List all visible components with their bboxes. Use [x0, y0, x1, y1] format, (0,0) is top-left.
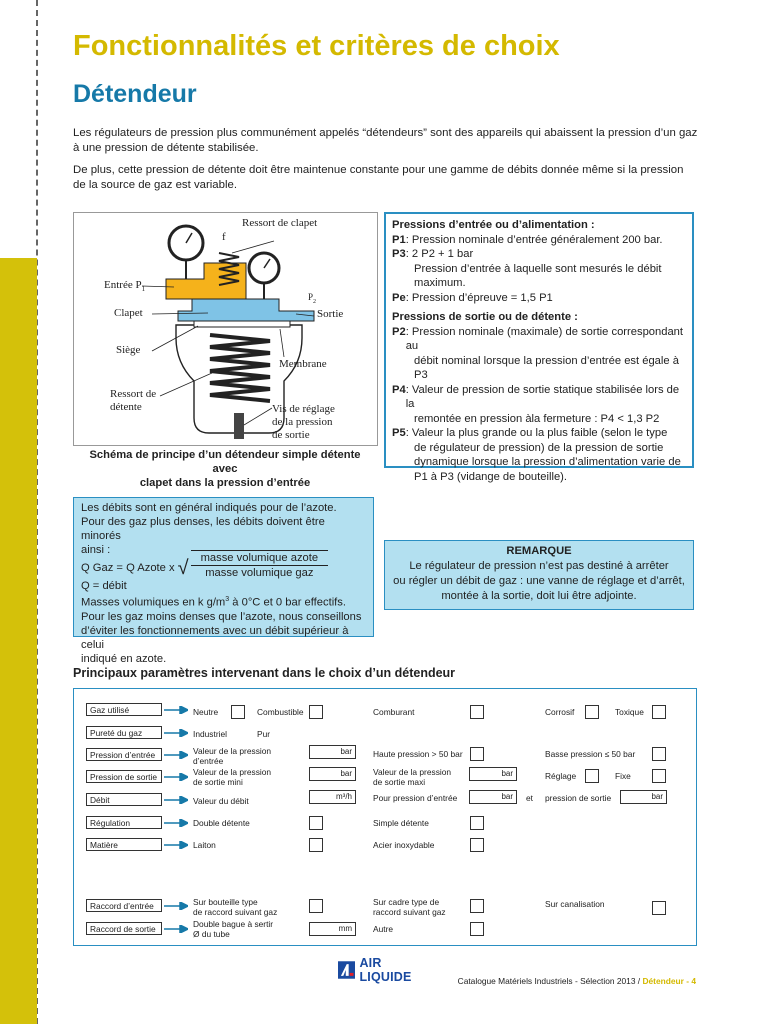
label-raccord-sortie: Raccord de sortie: [86, 922, 162, 935]
params-title: Principaux paramètres intervenant dans le choix d’un détendeur: [73, 666, 456, 680]
checkbox-corrosif[interactable]: [585, 705, 599, 719]
checkbox-basse-pression[interactable]: [652, 747, 666, 761]
opt-acier: Acier inoxydable: [373, 840, 435, 850]
flow-line-4: Q = débit: [81, 580, 127, 592]
label-vis-2: de la pression: [272, 416, 333, 428]
label-raccord-entree: Raccord d’entrée: [86, 899, 162, 912]
remark-title: REMARQUE: [506, 545, 572, 557]
checkbox-haute-pression[interactable]: [470, 747, 484, 761]
checkbox-laiton[interactable]: [309, 838, 323, 852]
checkbox-reglage[interactable]: [585, 769, 599, 783]
label-purete: Pureté du gaz: [86, 726, 162, 739]
input-pression-sortie-mini[interactable]: bar: [309, 767, 356, 781]
opt-neutre: Neutre: [193, 707, 219, 717]
opt-combustible: Combustible: [257, 707, 304, 717]
flow-note-box: [73, 497, 374, 665]
input-debit-pe[interactable]: bar: [469, 790, 517, 804]
opt-corrosif: Corrosif: [545, 707, 575, 717]
input-diametre-tube[interactable]: mm: [309, 922, 356, 936]
p2-row: P2 : Pression nominale (maximale) de sortie correspondant au: [392, 325, 684, 352]
flow-line-3: ainsi :: [81, 544, 111, 556]
checkbox-comburant[interactable]: [470, 705, 484, 719]
remark-line-1: Le régulateur de pression n’est pas destiné à arrêter: [409, 560, 669, 572]
opt-fixe: Fixe: [615, 771, 631, 781]
intro-paragraph-2: De plus, cette pression de détente doit être maintenue constante pour une gamme de débits donnée même si la pression de la source de gaz est variable.: [73, 164, 684, 191]
arrow-icon: [164, 773, 188, 781]
label-entree: Entrée $P_1$: [104, 279, 146, 294]
label-matiere: Matière: [86, 838, 162, 851]
section-title: Détendeur: [73, 80, 197, 108]
opt-ps-mini: Valeur de la pression de sortie mini: [193, 767, 272, 787]
entry-pressures-heading: Pressions d’entrée ou d’alimentation :: [392, 219, 595, 231]
opt-bague: Double bague à sertir Ø du tube: [193, 919, 274, 939]
input-debit-ps[interactable]: bar: [620, 790, 667, 804]
label-membrane: Membrane: [279, 358, 327, 370]
checkbox-autre[interactable]: [470, 922, 484, 936]
label-vis-3: de sortie: [272, 429, 310, 441]
flow-line-8: indiqué en azote.: [81, 652, 167, 665]
opt-pur: Pur: [257, 729, 271, 739]
opt-double-detente: Double détente: [193, 818, 250, 828]
logo-text: AIR LIQUIDE: [359, 956, 412, 984]
p3-row: P3 : 2 P2 + 1 bar: [392, 248, 474, 260]
arrow-icon: [164, 841, 188, 849]
opt-bouteille: Sur bouteille type de raccord suivant gaz: [193, 897, 278, 917]
opt-cadre: Sur cadre type de raccord suivant gaz: [373, 897, 446, 917]
checkbox-combustible[interactable]: [309, 705, 323, 719]
checkbox-simple-detente[interactable]: [470, 816, 484, 830]
arrow-icon: [164, 925, 188, 933]
opt-haute-pression: Haute pression > 50 bar: [373, 749, 463, 759]
label-ressort-clapet: Ressort de clapet: [242, 217, 318, 229]
page-footer: Catalogue Matériels Industriels - Sélection 2013 / Détendeur - 4: [457, 976, 696, 986]
opt-valeur-debit: Valeur du débit: [193, 796, 249, 806]
label-f: f: [222, 231, 226, 243]
remark-line-2: ou régler un débit de gaz : une vanne de réglage et d’arrêt,: [393, 575, 685, 587]
label-p2: $P_2$: [308, 292, 317, 305]
remark-box: [384, 540, 694, 610]
diagram-caption: Schéma de principe d’un détendeur simple détente avec clapet dans la pression d’entrée: [89, 449, 361, 489]
brand-logo: [338, 956, 435, 984]
label-sortie: Sortie: [317, 308, 344, 320]
arrow-icon: [164, 706, 188, 714]
label-pression-sortie: Pression de sortie: [86, 770, 162, 783]
checkbox-double-detente[interactable]: [309, 816, 323, 830]
flow-line-2: Pour des gaz plus denses, les débits doivent être minorés: [81, 516, 325, 542]
p4-row: P4 : Valeur de pression de sortie statique stabilisée lors de la: [392, 383, 680, 410]
label-ressort-detente-1: Ressort de: [110, 388, 157, 400]
p4-desc: remontée en pression àla fermeture : P4 < 1,3 P2: [414, 412, 660, 425]
flow-line-6: Pour les gaz moins denses que l’azote, nous conseillons: [81, 610, 362, 623]
opt-autre: Autre: [373, 924, 394, 934]
checkbox-acier[interactable]: [470, 838, 484, 852]
opt-ps-maxi: Valeur de la pression de sortie maxi: [373, 767, 452, 787]
arrow-icon: [164, 819, 188, 827]
flow-line-7: d’éviter les fonctionnements avec un débit supérieur à celui: [81, 624, 349, 651]
checkbox-neutre[interactable]: [231, 705, 245, 719]
side-band: [0, 258, 37, 1024]
flow-formula: Q Gaz = Q Azote x √ masse volumique azote masse volumique gaz: [81, 557, 366, 579]
label-pression-entree: Pression d’entrée: [86, 748, 162, 761]
air-liquide-icon: [338, 961, 355, 979]
checkbox-toxique[interactable]: [652, 705, 666, 719]
opt-basse-pression: Basse pression ≤ 50 bar: [545, 749, 636, 759]
remark-line-3: montée à la sortie, doit lui être adjointe.: [441, 590, 637, 602]
opt-pour-pe: Pour pression d’entrée: [373, 793, 458, 803]
checkbox-cadre[interactable]: [470, 899, 484, 913]
arrow-icon: [164, 902, 188, 910]
checkbox-canalisation[interactable]: [652, 901, 666, 915]
opt-canalisation: Sur canalisation: [545, 899, 605, 909]
label-ressort-detente-2: détente: [110, 401, 142, 413]
opt-toxique: Toxique: [615, 707, 644, 717]
input-debit[interactable]: m³/h: [309, 790, 356, 804]
opt-pression-sortie: pression de sortie: [545, 793, 612, 803]
input-pression-sortie-maxi[interactable]: bar: [469, 767, 517, 781]
checkbox-fixe[interactable]: [652, 769, 666, 783]
p3-desc: Pression d’entrée à laquelle sont mesurés le débit maximum.: [414, 262, 662, 289]
opt-et: et: [526, 793, 533, 803]
label-vis-1: Vis de réglage: [272, 403, 335, 415]
opt-laiton: Laiton: [193, 840, 216, 850]
exit-pressures-heading: Pressions de sortie ou de détente :: [392, 311, 578, 323]
checkbox-bouteille[interactable]: [309, 899, 323, 913]
label-clapet: Clapet: [114, 307, 143, 319]
label-siege: Siège: [116, 344, 141, 356]
label-debit: Débit: [86, 793, 162, 806]
regulator-diagram: [73, 212, 378, 446]
pressures-box: [384, 212, 694, 483]
input-pression-entree[interactable]: bar: [309, 745, 356, 759]
p5-desc: de régulateur de pression) de la pression de sortie dynamique lorsque la pression d’alimentation varie de P1 à P3 (vidange de bouteille).: [414, 441, 681, 483]
arrow-icon: [164, 796, 188, 804]
p5-row: P5 : Valeur la plus grande ou la plus faible (selon le type: [392, 427, 668, 439]
flow-line-5: Masses volumiques en k $g/m^3$ à 0°C et 0 bar effectifs.: [81, 596, 346, 609]
opt-reglage: Réglage: [545, 771, 577, 781]
page-title: Fonctionnalités et critères de choix: [73, 30, 560, 62]
p1-row: P1 : Pression nominale d’entrée généralement 200 bar.: [392, 233, 663, 246]
flow-line-1: Les débits sont en général indiqués pour de l’azote.: [81, 502, 337, 514]
opt-industriel: Industriel: [193, 729, 227, 739]
intro-paragraph-1: Les régulateurs de pression plus communément appelés “détendeurs” sont des appareils qui abaissent la pression d’un gaz à une pression de détente stabilisée.: [73, 127, 698, 154]
opt-comburant: Comburant: [373, 707, 415, 717]
p2-desc: débit nominal lorsque la pression d’entrée est égale à P3: [414, 354, 679, 381]
label-gaz: Gaz utilisé: [86, 703, 162, 716]
pe-row: Pe : Pression d’épreuve = 1,5 P1: [392, 291, 553, 304]
label-regulation: Régulation: [86, 816, 162, 829]
arrow-icon: [164, 751, 188, 759]
arrow-icon: [164, 729, 188, 737]
opt-simple-detente: Simple détente: [373, 818, 429, 828]
opt-pe-value: Valeur de la pression d’entrée: [193, 746, 272, 766]
